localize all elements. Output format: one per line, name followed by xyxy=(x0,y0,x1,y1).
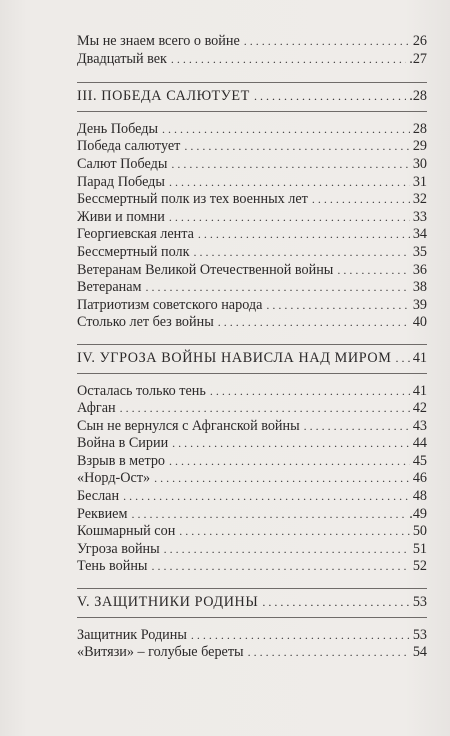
entry-page: .49 xyxy=(409,505,427,522)
entry-page: 54 xyxy=(412,644,427,661)
section-title: V. ЗАЩИТНИКИ РОДИНЫ xyxy=(77,594,259,611)
entry-title: Тень войны xyxy=(77,558,148,575)
section-title: III. ПОБЕДА САЛЮТУЕТ xyxy=(77,88,250,105)
dot-leader xyxy=(266,297,409,315)
toc-entry xyxy=(77,627,427,645)
toc-entry xyxy=(77,453,427,471)
section-entries xyxy=(77,627,427,662)
dot-leader xyxy=(194,244,410,262)
entry-title: «Норд-Ост» xyxy=(77,470,151,487)
entry-title: Ветеранам xyxy=(77,279,142,296)
entry-title: Георгиевская лента xyxy=(77,226,194,243)
toc-entry xyxy=(77,541,427,559)
entry-title: Афган xyxy=(77,400,116,417)
dot-leader xyxy=(154,470,410,488)
entry-title: Реквием xyxy=(77,505,128,522)
dot-leader xyxy=(395,350,409,368)
entry-title: Двадцатый век xyxy=(77,50,167,67)
entry-page: 26 xyxy=(412,33,427,49)
entry-page: 45 xyxy=(412,452,427,469)
dot-leader xyxy=(131,506,406,524)
entry-page: .27 xyxy=(409,50,427,67)
toc-entry xyxy=(77,262,427,280)
entry-title: Живи и помни xyxy=(77,208,165,225)
dot-leader xyxy=(218,314,410,332)
toc-entry xyxy=(77,297,427,315)
entry-title: Угроза войны xyxy=(77,540,160,557)
entry-page: 42 xyxy=(412,400,427,417)
toc-entry xyxy=(77,435,427,453)
dot-leader xyxy=(171,51,406,69)
entry-page: 30 xyxy=(412,155,427,172)
entry-page: 51 xyxy=(412,540,427,557)
section-entries xyxy=(77,383,427,577)
toc-entry xyxy=(77,121,427,139)
entry-title: День Победы xyxy=(77,120,158,137)
entry-page: 50 xyxy=(412,523,427,540)
entry-title: Кошмарный сон xyxy=(77,523,176,540)
toc-entry xyxy=(77,244,427,262)
toc-entry xyxy=(77,279,427,297)
toc-entry xyxy=(77,558,427,576)
dot-leader xyxy=(184,138,409,156)
dot-leader xyxy=(191,627,410,645)
entry-title: «Витязи» – голубые береты xyxy=(77,644,244,661)
toc-entry xyxy=(77,174,427,192)
entry-title: Сын не вернулся с Афганской войны xyxy=(77,417,300,434)
dot-leader xyxy=(146,279,410,297)
entry-page: 40 xyxy=(412,314,427,331)
entry-page: 32 xyxy=(412,191,427,208)
dot-leader xyxy=(337,262,409,280)
toc-entry xyxy=(77,488,427,506)
dot-leader xyxy=(169,453,410,471)
entry-page: 35 xyxy=(412,243,427,260)
entry-page: 31 xyxy=(412,173,427,190)
dot-leader xyxy=(171,156,409,174)
entry-page: 29 xyxy=(412,138,427,155)
toc-entry xyxy=(77,644,427,662)
dot-leader xyxy=(210,383,410,401)
section-page: .28 xyxy=(409,88,427,105)
section-page: 41 xyxy=(412,349,427,366)
toc-entry xyxy=(77,191,427,209)
entry-page: 52 xyxy=(412,558,427,575)
entry-page: 28 xyxy=(412,120,427,137)
dot-leader xyxy=(254,88,406,106)
entry-title: Бессмертный полк xyxy=(77,243,190,260)
entry-page: 41 xyxy=(412,382,427,399)
dot-leader xyxy=(172,435,410,453)
entry-title: Мы не знаем всего о войне xyxy=(77,33,240,49)
entry-title: Бессмертный полк из тех военных лет xyxy=(77,191,308,208)
entry-page: 44 xyxy=(412,435,427,452)
toc-entry xyxy=(77,470,427,488)
entry-title: Патриотизм советского народа xyxy=(77,296,263,313)
table-of-contents xyxy=(77,33,427,662)
entry-title: Беслан xyxy=(77,488,120,505)
entry-page: 48 xyxy=(412,488,427,505)
section-page: 53 xyxy=(412,594,427,611)
dot-leader xyxy=(120,400,410,418)
section-heading xyxy=(77,350,427,368)
toc-entry xyxy=(77,51,427,69)
toc-entry xyxy=(77,33,427,51)
entry-title: Война в Сирии xyxy=(77,435,169,452)
entry-title: Защитник Родины xyxy=(77,626,187,643)
dot-leader xyxy=(169,209,410,227)
toc-entry xyxy=(77,523,427,541)
entry-title: Взрыв в метро xyxy=(77,452,166,469)
toc-entry xyxy=(77,383,427,401)
entry-page: 53 xyxy=(412,626,427,643)
toc-entry xyxy=(77,506,427,524)
toc-entry xyxy=(77,138,427,156)
entry-title: Парад Победы xyxy=(77,173,165,190)
section-entries xyxy=(77,121,427,332)
entry-page: 39 xyxy=(412,296,427,313)
dot-leader xyxy=(198,226,410,244)
entry-page: 36 xyxy=(412,261,427,278)
toc-entry xyxy=(77,314,427,332)
dot-leader xyxy=(123,488,410,506)
entry-page: 43 xyxy=(412,417,427,434)
entry-page: 46 xyxy=(412,470,427,487)
dot-leader xyxy=(244,33,410,51)
entry-page: 33 xyxy=(412,208,427,225)
dot-leader xyxy=(262,594,409,612)
entry-title: Ветеранам Великой Отечественной войны xyxy=(77,261,334,278)
dot-leader xyxy=(179,523,410,541)
dot-leader xyxy=(164,541,410,559)
toc-entry xyxy=(77,156,427,174)
toc-entry xyxy=(77,209,427,227)
section-heading xyxy=(77,594,427,612)
entry-page: 34 xyxy=(412,226,427,243)
toc-entry xyxy=(77,418,427,436)
toc-entry xyxy=(77,400,427,418)
section-title: IV. УГРОЗА ВОЙНЫ НАВИСЛА НАД МИРОМ xyxy=(77,349,392,366)
dot-leader xyxy=(312,191,410,209)
entry-page: 38 xyxy=(412,279,427,296)
dot-leader xyxy=(169,174,410,192)
entry-title: Осталась только тень xyxy=(77,382,206,399)
dot-leader xyxy=(151,558,409,576)
dot-leader xyxy=(162,121,410,139)
section-heading xyxy=(77,88,427,106)
toc-entry xyxy=(77,226,427,244)
entry-title: Победа салютует xyxy=(77,138,181,155)
dot-leader xyxy=(248,644,410,662)
entry-title: Салют Победы xyxy=(77,155,168,172)
entry-title: Столько лет без войны xyxy=(77,314,214,331)
dot-leader xyxy=(304,418,410,436)
